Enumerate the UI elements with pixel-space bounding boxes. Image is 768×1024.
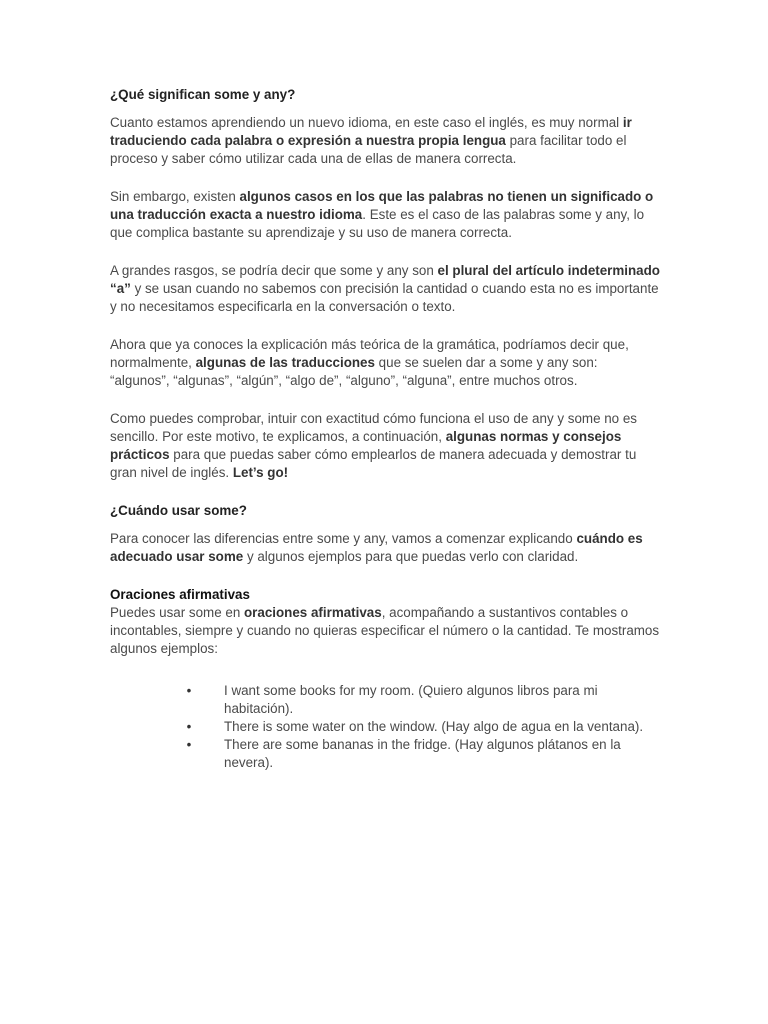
- examples-list: [110, 682, 660, 772]
- list-item: [186, 736, 660, 772]
- sub-heading-oraciones-afirmativas: Oraciones afirmativas: [110, 587, 250, 602]
- example-text: There is some water on the window. (Hay algo de agua en la ventana).: [224, 719, 644, 734]
- bold-text: cuándo es adecuado usar some: [110, 531, 643, 564]
- list-item: [186, 718, 660, 736]
- section-heading-que-significan: ¿Qué significan some y any?: [110, 87, 296, 102]
- bullet-icon: •: [186, 737, 192, 752]
- list-item: [186, 682, 660, 718]
- bullet-icon: •: [186, 719, 192, 734]
- paragraph: Puedes usar some en oraciones afirmativas, acompañando a sustantivos contables o incontables, siempre y cuando no quieras especificar el número o la cantidad. Te mostramos algunos ejemplos:: [110, 605, 660, 656]
- bold-text: el plural del artículo indeterminado “a”: [110, 263, 660, 296]
- paragraph: Sin embargo, existen algunos casos en los que las palabras no tienen un significado o una traducción exacta a nuestro idioma. Este es el caso de las palabras some y any, lo que complica bastante su aprendizaje y su uso de manera correcta.: [110, 189, 654, 240]
- paragraph: Cuanto estamos aprendiendo un nuevo idioma, en este caso el inglés, es muy normal ir traduciendo cada palabra o expresión a nuestra propia lengua para facilitar todo el proceso y saber cómo utilizar cada una de ellas de manera correcta.: [110, 115, 632, 166]
- example-text: There are some bananas in the fridge. (Hay algunos plátanos en la nevera).: [224, 737, 621, 770]
- bold-text: ir traduciendo cada palabra o expresión a nuestra propia lengua: [110, 115, 632, 148]
- bold-text: Let’s go!: [232, 465, 289, 480]
- paragraph: Como puedes comprobar, intuir con exactitud cómo funciona el uso de any y some no es sencillo. Por este motivo, te explicamos, a continuación, algunas normas y consejos prácticos para que puedas saber cómo emplearlos de manera adecuada y demostrar tu gran nivel de inglés. Let’s go!: [110, 411, 637, 480]
- paragraph: Para conocer las diferencias entre some y any, vamos a comenzar explicando cuándo es adecuado usar some y algunos ejemplos para que puedas verlo con claridad.: [110, 531, 643, 564]
- bullet-icon: •: [186, 683, 192, 698]
- example-text: I want some books for my room. (Quiero algunos libros para mi habitación).: [224, 683, 598, 716]
- bold-text: algunas normas y consejos prácticos: [110, 429, 622, 462]
- bold-text: algunas de las traducciones: [195, 355, 375, 370]
- bold-text: algunos casos en los que las palabras no tienen un significado o una traducción exacta a nuestro idioma: [110, 189, 654, 222]
- paragraph: A grandes rasgos, se podría decir que some y any son el plural del artículo indeterminado “a” y se usan cuando no sabemos con precisión la cantidad o cuando esta no es importante y no necesitamos especificarla en la conversación o texto.: [110, 263, 660, 314]
- section-heading-cuando-usar-some: ¿Cuándo usar some?: [110, 503, 247, 518]
- paragraph: Ahora que ya conoces la explicación más teórica de la gramática, podríamos decir que, normalmente, algunas de las traducciones que se suelen dar a some y any son: “algunos”, “algunas”, “algún”, “algo de”, “alguno”, “alguna”, entre muchos otros.: [110, 337, 629, 388]
- bold-text: oraciones afirmativas: [244, 605, 382, 620]
